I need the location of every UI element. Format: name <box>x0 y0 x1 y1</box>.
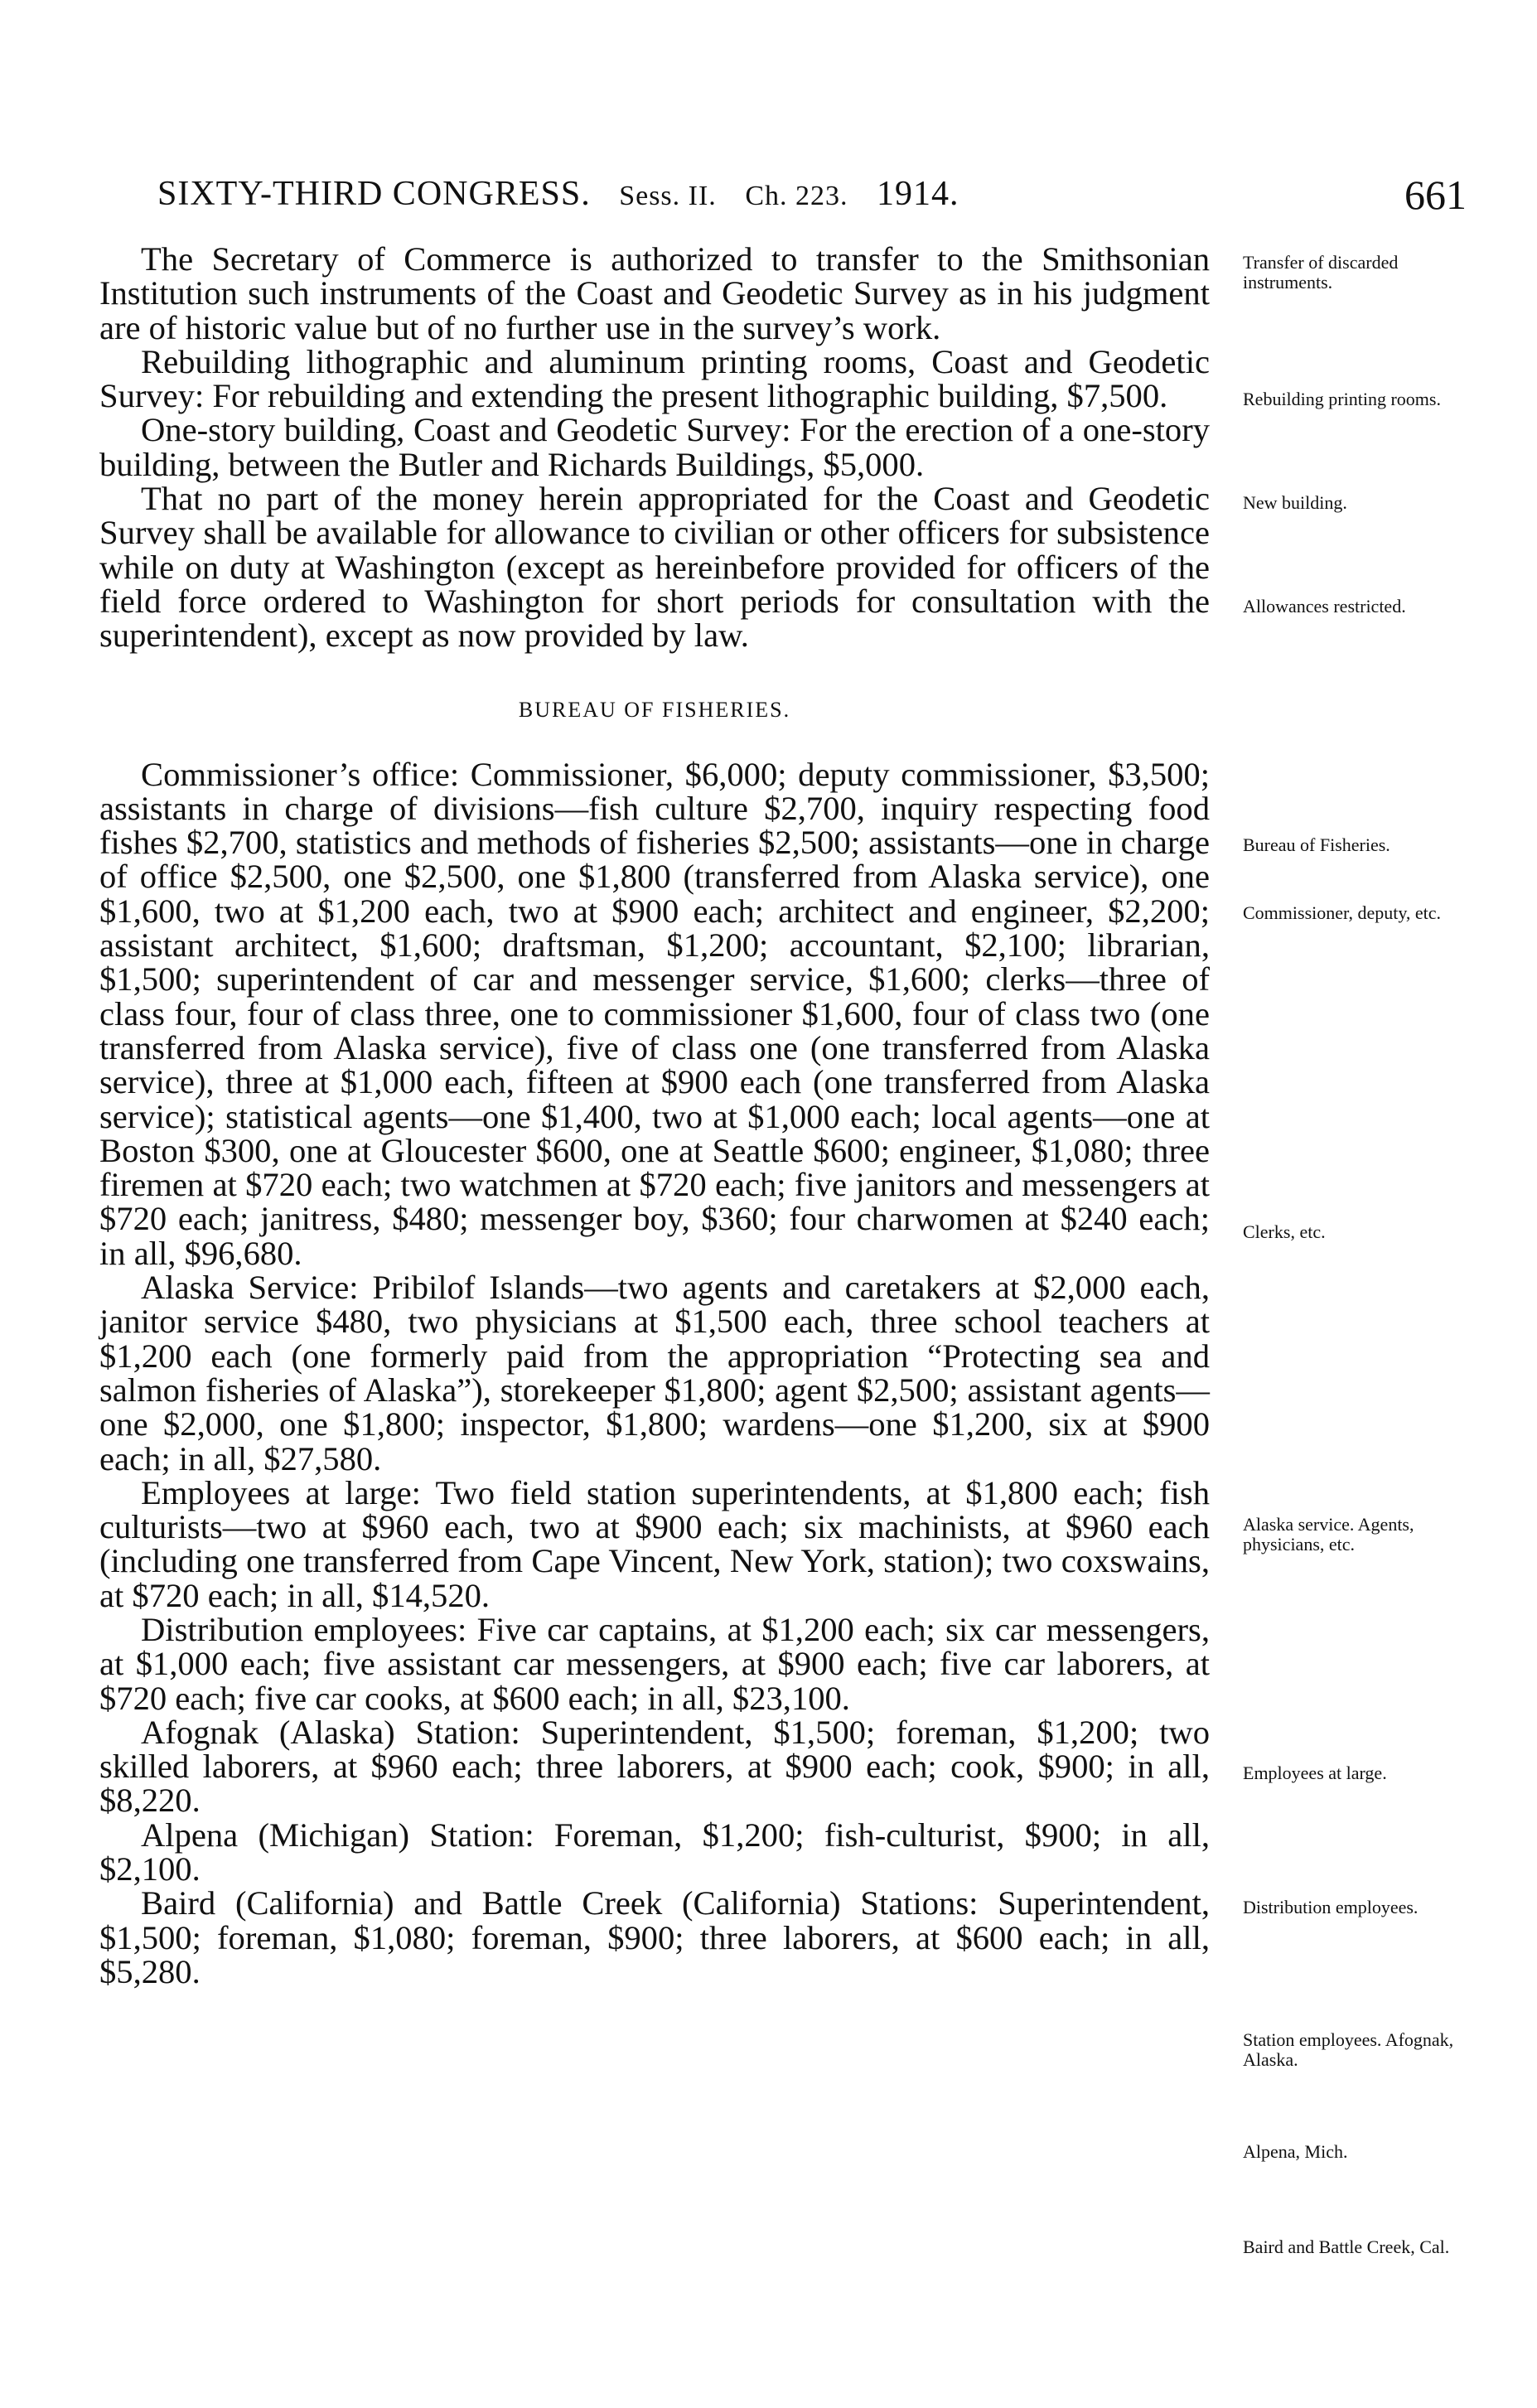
paragraph-rebuilding-rooms: Rebuilding lithographic and aluminum printing rooms, Coast and Geodetic Survey: For rebuilding and extending the present lithographic building, $7,500. <box>99 342 1210 415</box>
paragraph-afognak-station: Afognak (Alaska) Station: Superintendent, $1,500; foreman, $1,200; two skilled laborers, at $960 each; three laborers, at $900 each; cook, $900; in all, $8,220. <box>99 1713 1210 1820</box>
margin-note-new-building: New building. <box>1243 492 1347 513</box>
chapter-label: Ch. 223. <box>745 181 848 211</box>
congress-title: SIXTY-THIRD CONGRESS. <box>157 175 591 213</box>
margin-note-employees-large: Employees at large. <box>1243 1762 1387 1783</box>
main-text <box>99 242 1210 1989</box>
running-title <box>157 174 959 214</box>
margin-note-alaska: Alaska service. Agents, physicians, etc. <box>1243 1514 1414 1555</box>
margin-note-transfer: Transfer of discarded instruments. <box>1243 252 1399 293</box>
margin-note-baird: Baird and Battle Creek, Cal. <box>1243 2236 1450 2257</box>
margin-note-rebuilding: Rebuilding printing rooms. <box>1243 389 1441 409</box>
paragraph-alpena-station: Alpena (Michigan) Station: Foreman, $1,200; fish-culturist, $900; in all, $2,100. <box>99 1816 1210 1888</box>
margin-note-alpena: Alpena, Mich. <box>1243 2141 1348 2162</box>
margin-note-clerks: Clerks, etc. <box>1243 1221 1326 1242</box>
margin-note-allowances: Allowances restricted. <box>1243 596 1406 617</box>
section-heading: BUREAU OF FISHERIES. <box>518 697 791 722</box>
paragraph-commissioners-office: Commissioner’s office: Commissioner, $6,000; deputy commissioner, $3,500; assistants in charge of divisions—fish culture $2,700, inquiry respecting food fishes $2,700, statistics and methods of fisheries $2,500; assistants—one in charge of office $2,500, one $2,500, one $1,800 (transferred from Alaska service), one $1,600, two at $1,200 each, two at $900 each; architect and engineer, $2,200; assistant architect, $1,600; draftsman, $1,200; accountant, $2,100; librarian, $1,500; superintendent of car and messenger service, $1,600; clerks—three of class four, four of class three, one to commissioner $1,600, four of class two (one transferred from Alaska service), five of class one (one transferred from Alaska service), three at $1,000 each, fifteen at $900 each (one transferred from Alaska service); statistical agents—one $1,400, two at $1,000 each; local agents—one at Boston $300, one at Gloucester $600, one at Seattle $600; engineer, $1,080; three firemen at $720 each; two watchmen at $720 each; five janitors and messengers at $720 each; janitress, $480; messenger boy, $360; four charwomen at $240 each; in all, $96,680. <box>99 755 1210 1272</box>
paragraph-employees-at-large: Employees at large: Two field station superintendents, at $1,800 each; fish culturists—two at $960 each, two at $900 each; six machinists, at $960 each (including one transferred from Cape Vincent, New York, station); two coxswains, at $720 each; in all, $14,520. <box>99 1473 1210 1614</box>
paragraph-alaska-service: Alaska Service: Pribilof Islands—two agents and caretakers at $2,000 each, janitor service $480, two physicians at $1,500 each, three school teachers at $1,200 each (one formerly paid from the appropriation “Protecting sea and salmon fisheries of Alaska”), storekeeper $1,800; agent $2,500; assistant agents—one $2,000, one $1,800; inspector, $1,800; wardens—one $1,200, six at $900 each; in all, $27,580. <box>99 1269 1210 1477</box>
session-label: Sess. II. <box>619 181 717 211</box>
running-header <box>157 174 1467 224</box>
margin-note-commissioner: Commissioner, deputy, etc. <box>1243 902 1442 923</box>
paragraph-new-building: One-story building, Coast and Geodetic Survey: For the erection of a one-story building, between the Butler and Richards Buildings, $5,000. <box>99 411 1210 483</box>
year-label: 1914. <box>877 175 959 213</box>
paragraph-distribution-employees: Distribution employees: Five car captains, at $1,200 each; six car messengers, at $1,000 each; five assistant car messengers, at $900 each; five car laborers, at $720 each; five car cooks, at $600 each; in all, $23,100. <box>99 1610 1210 1717</box>
page-number: 661 <box>1404 172 1467 218</box>
paragraph-allowances: That no part of the money herein appropriated for the Coast and Geodetic Survey shall be available for allowance to civilian or other officers for subsistence while on duty at Washington (except as hereinbefore provided for officers of the field force ordered to Washington for short periods for consultation with the superintendent), except as now provided by law. <box>99 480 1210 655</box>
paragraph-transfer-instruments: The Secretary of Commerce is authorized to transfer to the Smithsonian Institution such instruments of the Coast and Geodetic Survey as in his judgment are of historic value but of no further use in the survey’s work. <box>99 240 1210 346</box>
margin-note-bureau: Bureau of Fisheries. <box>1243 834 1390 855</box>
margin-note-afognak: Station employees. Afognak, Alaska. <box>1243 2029 1454 2070</box>
margin-note-distribution: Distribution employees. <box>1243 1897 1419 1917</box>
paragraph-baird-battle-creek: Baird (California) and Battle Creek (California) Stations: Superintendent, $1,500; foreman, $1,080; foreman, $900; three laborers, at $600 each; in all, $5,280. <box>99 1884 1210 1990</box>
